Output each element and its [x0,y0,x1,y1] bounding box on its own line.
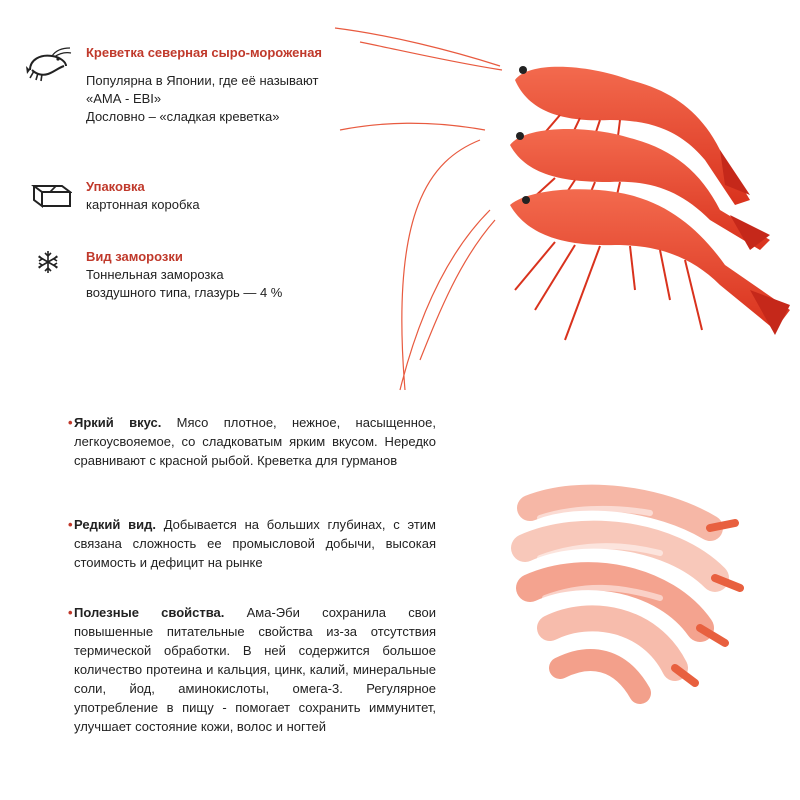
packaging-value: картонная коробка [86,197,200,212]
shrimp-icon [24,44,72,84]
product-description-line: «АМА - EBI» [86,91,162,106]
feature-title: Полезные свойства. [74,605,225,620]
freezing-value-line: воздушного типа, глазурь — 4 % [86,285,283,300]
product-description-line: Популярна в Японии, где её называют [86,73,319,88]
freezing-value-line: Тоннельная заморозка [86,267,224,282]
feature-title: Редкий вид. [74,517,156,532]
raw-shrimp [510,189,790,340]
product-title: Креветка северная сыро-мороженая [86,45,323,60]
feature-item: • Полезные свойства. Ама-Эби сохранила свои повышенные питательные свойства из-за отсутствия термической обработки. В ней содержится большое количество протеина и кальция, цинк, калий, минеральные соли, йод, аминокислоты, омега-3. Регулярное употребление в пищу - помогает сохранить иммунитет, улучшает состояние кожи, волос и ногтей [68,605,436,734]
feature-title: Яркий вкус. [74,415,162,430]
freezing-title: Вид заморозки [86,249,183,264]
feature-text: Мясо плотное, нежное, насыщенное, легкоусвояемое, со сладковатым ярким вкусом. Нередко сравнивают с красной рыбой. Креветка для гурманов [74,415,436,468]
box-icon [24,178,72,218]
feature-item: • Яркий вкус. Мясо плотное, нежное, насыщенное, легкоусвояемое, со сладковатым ярким вкусом. Нередко сравнивают с красной рыбой. Креветка для гурманов [68,415,436,468]
feature-text: Ама-Эби сохранила свои повышенные питательные свойства из-за отсутствия термической обработки. В ней содержится большое количество протеина и кальция, цинк, калий, минеральные соли, йод, аминокислоты, омега-3. Регулярное употребление в пищу - помогает сохранить иммунитет, улучшает состояние кожи, волос и ногтей [74,605,436,734]
snowflake-icon [24,248,72,288]
feature-item: • Редкий вид. Добывается на больших глубинах, с этим связана сложность ее промысловой добычи, высокая стоимость и дефицит на рынке [68,517,436,570]
feature-text: Добывается на больших глубинах, с этим связана сложность ее промысловой добычи, высокая стоимость и дефицит на рынке [74,517,436,570]
cooked-shrimp-photo [500,478,750,708]
packaging-title: Упаковка [86,179,145,194]
product-description-line: Дословно – «сладкая креветка» [86,109,280,124]
raw-shrimp-photo [330,10,800,400]
